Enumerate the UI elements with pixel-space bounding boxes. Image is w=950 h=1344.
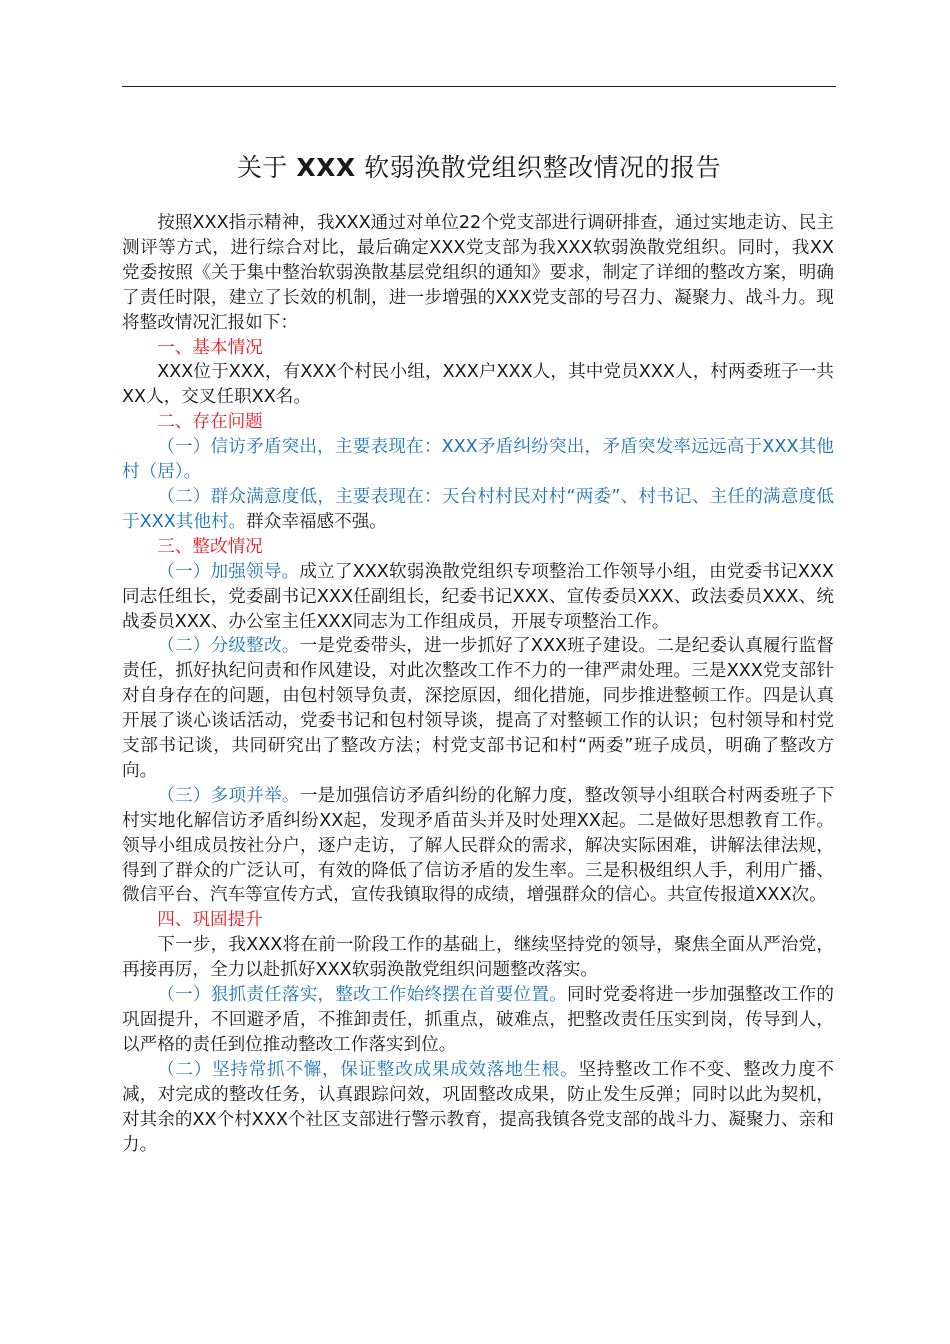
consolidation-1-heading: （一）狠抓责任落实，整改工作始终摆在首要位置。: [157, 985, 567, 1006]
rectification-2-paragraph: [122, 634, 834, 783]
rectification-3-paragraph: [122, 784, 834, 909]
rectification-1-paragraph: [122, 560, 834, 635]
next-step-paragraph: 下一步，我XXX将在前一阶段工作的基础上，继续坚持党的领导，聚焦全面从严治党，再接再厉，全力以赴抓好XXX软弱涣散党组织问题整改落实。: [122, 935, 834, 981]
heading-consolidation: 四、巩固提升: [157, 910, 263, 931]
heading-existing-problems: 二、存在问题: [157, 412, 263, 433]
rectification-1-body: 成立了XXX软弱涣散党组织专项整治工作领导小组，由党委书记XXX同志任组长，党委副书记XXX任副组长，纪委书记XXX、宣传委员XXX、政法委员XXX、统战委员XXX、办公室主任XXX同志为工作组成员，开展专项整治工作。: [122, 561, 834, 632]
rectification-3-heading: （三）多项并举。: [157, 785, 300, 806]
header-rule: [122, 86, 836, 87]
consolidation-2-heading: （二）坚持常抓不懈，保证整改成果成效落地生根。: [157, 1059, 579, 1080]
problem-1-paragraph: （一）信访矛盾突出，主要表现在：XXX矛盾纠纷突出，矛盾突发率远远高于XXX其他村（居）。: [122, 437, 834, 483]
consolidation-1-paragraph: [122, 983, 834, 1058]
rectification-1-heading: （一）加强领导。: [157, 561, 300, 582]
heading-basic-situation: 一、基本情况: [157, 337, 263, 358]
rectification-3-body: 一是加强信访矛盾纠纷的化解力度，整改领导小组联合村两委班子下村实地化解信访矛盾纠纷XX起，发现矛盾苗头并及时处理XX起。二是做好思想教育工作。领导小组成员按社分户，逐户走访，了解人民群众的需求，解决实际困难，讲解法律法规，得到了群众的广泛认可，有效的降低了信访矛盾的发生率。三是积极组织人手，利用广播、微信平台、汽车等宣传方式，宣传我镇取得的成绩，增强群众的信心。共宣传报道XXX次。: [122, 785, 834, 906]
document-body: [122, 211, 834, 1157]
consolidation-2-body: 坚持整改工作不变、整改力度不减，对完成的整改任务，认真跟踪问效，巩固整改成果，防止发生反弹；同时以此为契机，对其余的XX个村XXX个社区支部进行警示教育，提高我镇各党支部的战斗力、凝聚力、亲和力。: [122, 1059, 834, 1155]
problem-2-heading: （二）群众满意度低，主要表现在：天台村村民对村“两委”、村书记、主任的满意度低于XXX其他村。: [122, 486, 834, 532]
problem-2-body: 群众幸福感不强。: [246, 511, 387, 532]
problem-2-paragraph: [122, 485, 834, 535]
basic-situation-paragraph: XXX位于XXX，有XXX个村民小组，XXX户XXX人，其中党员XXX人，村两委班子一共XX人，交叉任职XX名。: [122, 362, 834, 408]
consolidation-2-paragraph: [122, 1058, 834, 1158]
heading-rectification: 三、整改情况: [157, 536, 263, 557]
document-title: 关于 XXX 软弱涣散党组织整改情况的报告: [236, 153, 722, 182]
consolidation-1-body: 同时党委将进一步加强整改工作的巩固提升，不回避矛盾，不推卸责任，抓重点，破难点，把整改责任压实到岗，传导到人，以严格的责任到位推动整改工作落实到位。: [122, 985, 834, 1055]
rectification-2-heading: （二）分级整改。: [157, 636, 300, 657]
intro-paragraph: 按照XXX指示精神，我XXX通过对单位22个党支部进行调研排查，通过实地走访、民主测评等方式，进行综合对比，最后确定XXX党支部为我XXX软弱涣散党组织。同时，我XX党委按照《关于集中整治软弱涣散基层党组织的通知》要求，制定了详细的整改方案，明确了责任时限，建立了长效的机制，进一步增强的XXX党支部的号召力、凝聚力、战斗力。现将整改情况汇报如下：: [122, 213, 834, 333]
rectification-2-body: 一是党委带头，进一步抓好了XXX班子建设。二是纪委认真履行监督责任，抓好执纪问责和作风建设，对此次整改工作不力的一律严肃处理。三是XXX党支部针对自身存在的问题，由包村领导负责，深挖原因，细化措施，同步推进整顿工作。四是认真开展了谈心谈话活动，党委书记和包村领导谈，提高了对整顿工作的认识；包村领导和村党支部书记谈，共同研究出了整改方法；村党支部书记和村“两委”班子成员，明确了整改方向。: [122, 636, 834, 781]
